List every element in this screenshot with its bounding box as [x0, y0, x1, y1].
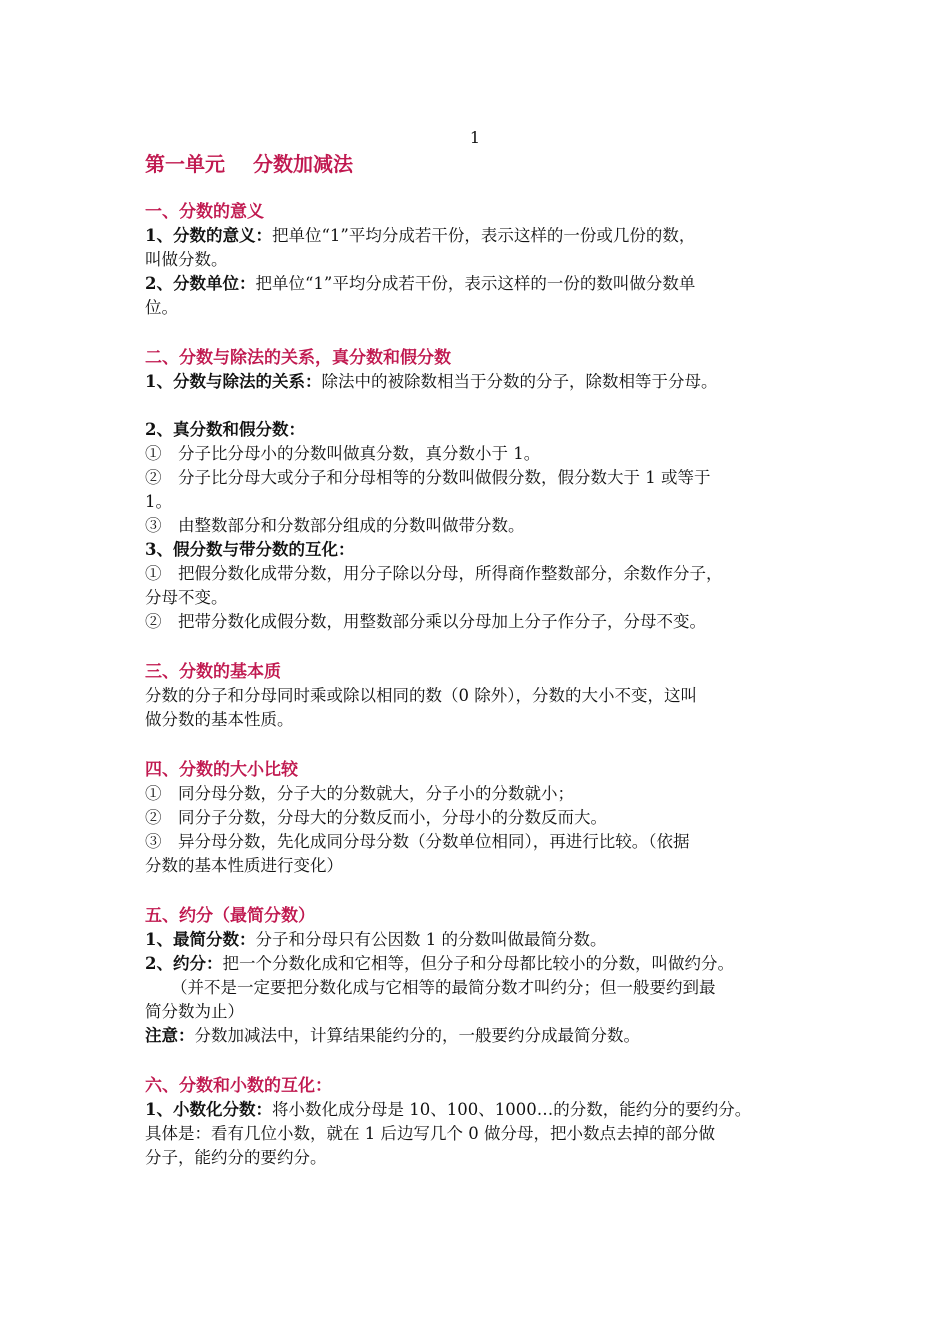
paragraph — [145, 224, 825, 248]
list-item: ③ 由整数部分和分数部分组成的分数叫做带分数。 — [145, 516, 525, 535]
section-heading-meaning: 一、分数的意义 — [145, 202, 264, 222]
term-text: 把单位“1”平均分成若干份，表示这样的一份或几份的数， — [271, 226, 696, 245]
term-text: 把一个分数化成和它相等，但分子和分母都比较小的分数，叫做约分。 — [222, 954, 734, 973]
paragraph-continuation: 简分数为止） — [145, 1002, 244, 1021]
term-text: 将小数化成分母是 10、100、1000…的分数，能约分的要约分。 — [271, 1100, 752, 1119]
list-item: ① 把假分数化成带分数，用分子除以分母，所得商作整数部分，余数作分子， — [145, 564, 723, 583]
term-label: 2、约分： — [145, 954, 223, 973]
paragraph-continuation: 具体是：看有几位小数，就在 1 后边写几个 0 做分母，把小数点去掉的部分做 — [145, 1124, 715, 1143]
list-item-continuation: 分数的基本性质进行变化） — [145, 856, 343, 875]
paragraph: 分数的分子和分母同时乘或除以相同的数（0 除外），分数的大小不变，这叫 — [145, 686, 697, 705]
term-label: 1、小数化分数： — [145, 1100, 272, 1119]
section-heading-division: 二、分数与除法的关系，真分数和假分数 — [145, 348, 451, 368]
list-item-continuation: 1。 — [145, 492, 172, 511]
paragraph-continuation: （并不是一定要把分数化成与它相等的最简分数才叫约分；但一般要约到最 — [171, 978, 716, 997]
term-label: 1、最简分数： — [145, 930, 256, 949]
list-item: ① 分子比分母小的分数叫做真分数，真分数小于 1。 — [145, 444, 541, 463]
term-text: 分子和分母只有公因数 1 的分数叫做最简分数。 — [255, 930, 607, 949]
section-heading-basic-property: 三、分数的基本质 — [145, 662, 281, 682]
section-heading-reduction: 五、约分（最简分数） — [145, 906, 315, 926]
note-label: 注意： — [145, 1026, 195, 1045]
list-item-continuation: 分母不变。 — [145, 588, 228, 607]
paragraph — [145, 1098, 825, 1122]
paragraph — [145, 272, 825, 296]
paragraph — [145, 370, 825, 394]
paragraph-continuation: 位。 — [145, 298, 178, 317]
list-item: ③ 异分母分数，先化成同分母分数（分数单位相同），再进行比较。（依据 — [145, 832, 690, 851]
paragraph — [145, 952, 825, 976]
page-title — [145, 150, 825, 178]
list-item: ② 把带分数化成假分数，用整数部分乘以分母加上分子作分子，分母不变。 — [145, 612, 706, 631]
note — [145, 1024, 825, 1048]
note-text: 分数加减法中，计算结果能约分的，一般要约分成最简分数。 — [194, 1026, 640, 1045]
list-item: ② 分子比分母大或分子和分母相等的分数叫做假分数，假分数大于 1 或等于 — [145, 468, 711, 487]
term-label: 2、真分数和假分数： — [145, 420, 305, 439]
term-label: 2、分数单位： — [145, 274, 256, 293]
term-label: 3、假分数与带分数的互化： — [145, 540, 355, 559]
unit-topic: 分数加减法 — [253, 152, 353, 176]
list-item: ① 同分母分数，分子大的分数就大，分子小的分数就小； — [145, 784, 574, 803]
term-text: 把单位“1”平均分成若干份，表示这样的一份的数叫做分数单 — [255, 274, 696, 293]
section-heading-comparison: 四、分数的大小比较 — [145, 760, 298, 780]
list-item: ② 同分子分数，分母大的分数反而小，分母小的分数反而大。 — [145, 808, 607, 827]
page-number: 1 — [469, 128, 481, 147]
section-heading-decimal-conversion: 六、分数和小数的互化： — [145, 1076, 332, 1096]
term-label: 1、分数与除法的关系： — [145, 372, 322, 391]
paragraph-continuation: 做分数的基本性质。 — [145, 710, 294, 729]
document-body — [145, 150, 825, 1170]
paragraph-continuation: 分子，能约分的要约分。 — [145, 1148, 327, 1167]
paragraph-continuation: 叫做分数。 — [145, 250, 228, 269]
paragraph — [145, 928, 825, 952]
unit-label: 第一单元 — [145, 152, 225, 176]
term-label: 1、分数的意义： — [145, 226, 272, 245]
term-text: 除法中的被除数相当于分数的分子，除数相等于分母。 — [321, 372, 718, 391]
